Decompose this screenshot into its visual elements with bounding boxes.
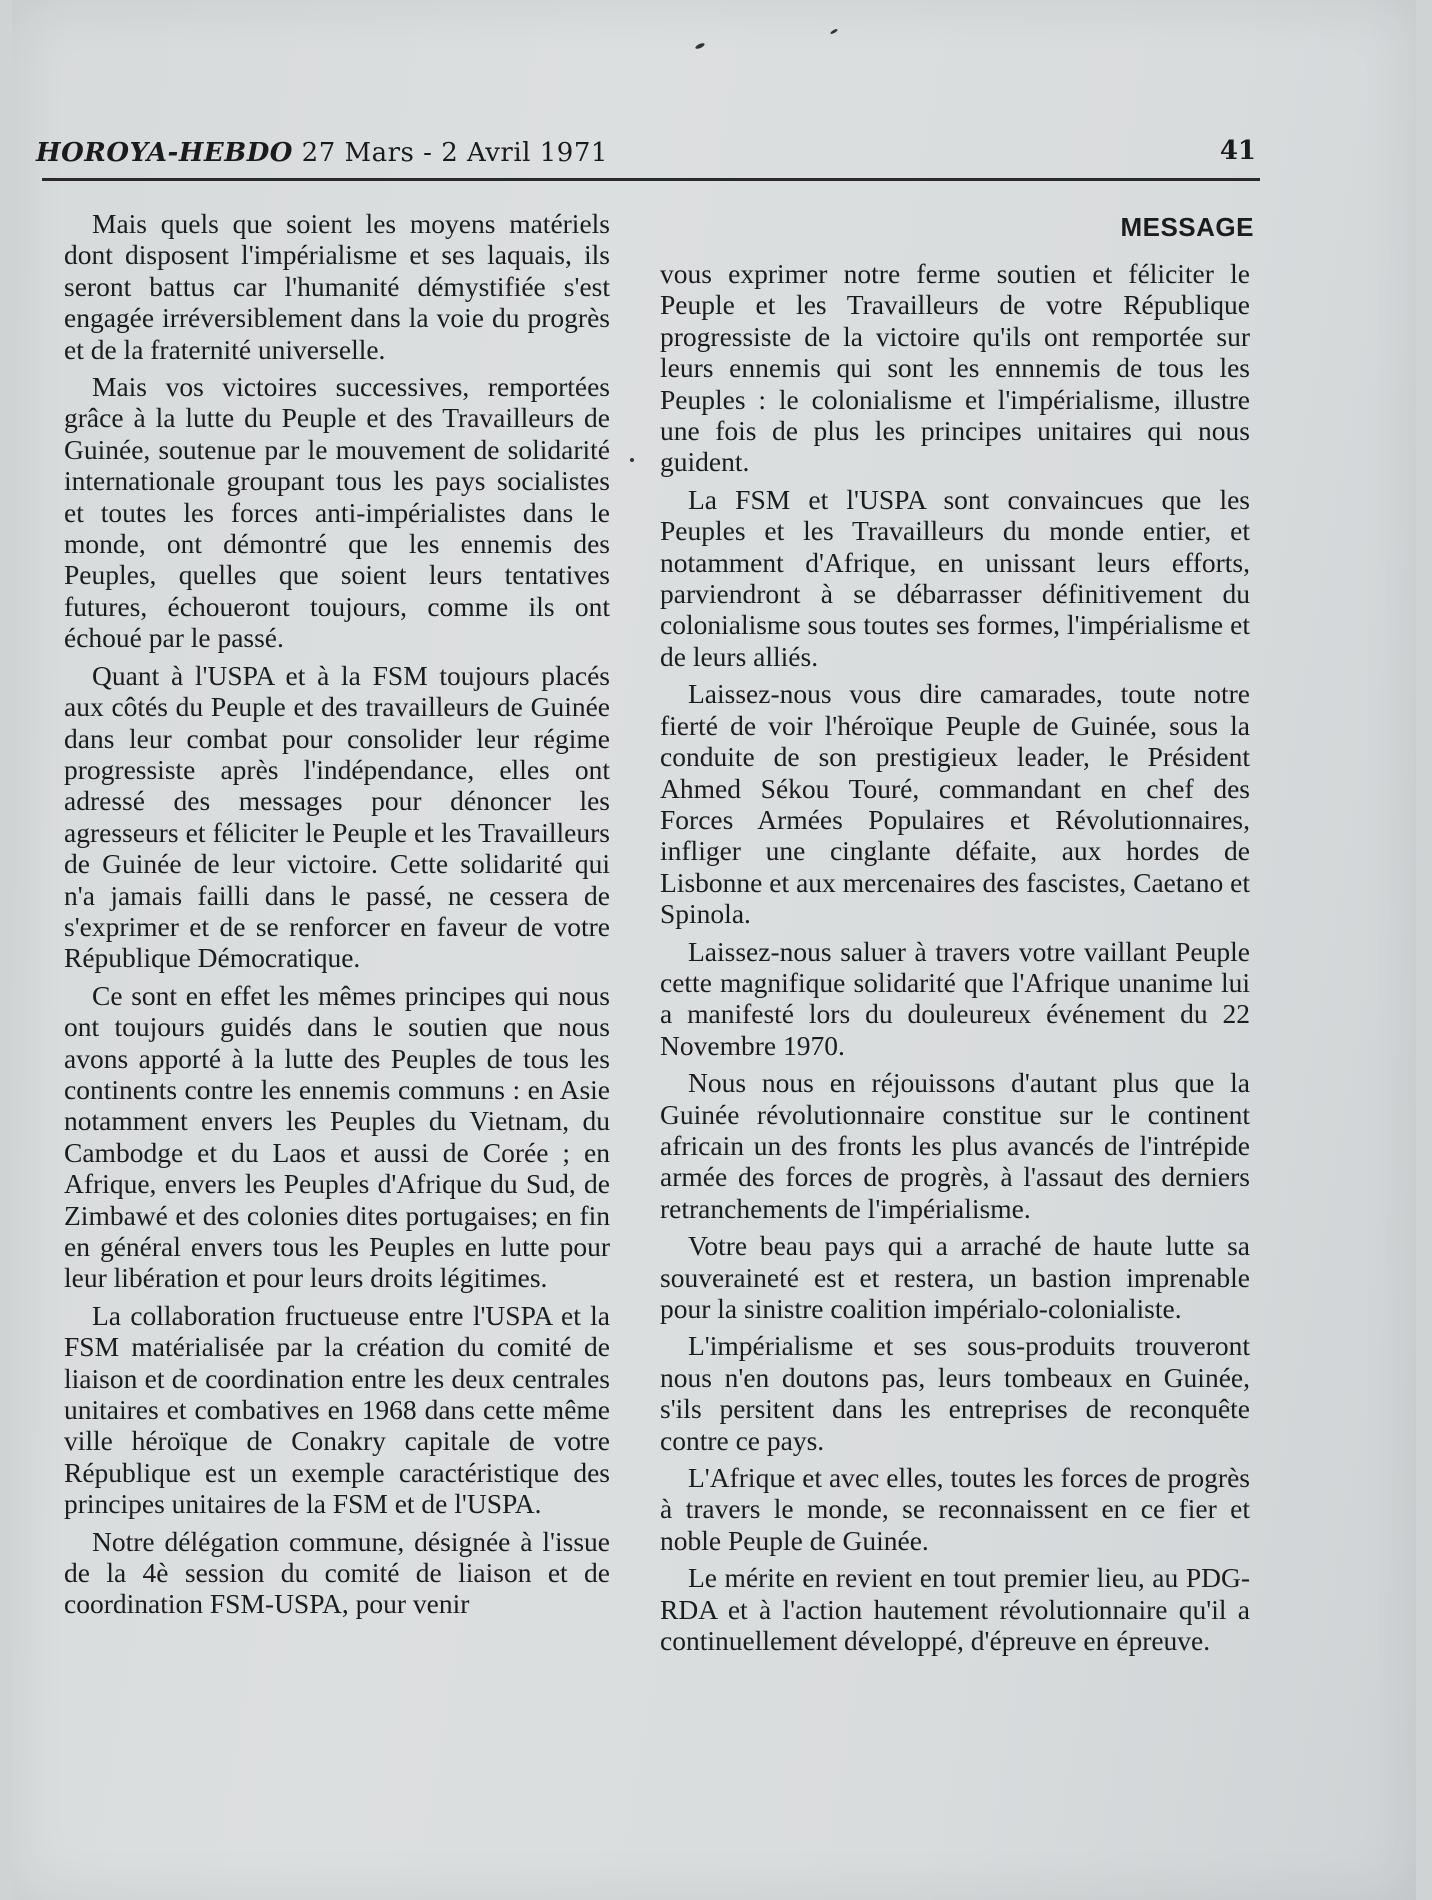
paragraph: Mais vos victoires successives, remportées grâce à la lutte du Peuple et des Travailleurs de Guinée, soutenue par le mouvement de solidarité internationale groupant tous les pays socialistes et toutes les forces anti-impérialistes dans le monde, ont démontré que les ennemis des Peuples, quelles que soient leurs tentatives futures, échoueront toujours, comme ils ont échoué par le passé. — [64, 371, 610, 654]
paragraph: vous exprimer notre ferme soutien et féliciter le Peuple et les Travailleurs de votre République progressiste de la victoire qu'ils ont remportée sur leurs ennemis qui sont les ennnemis de tous les Peuples : le colonialisme et l'impérialisme, illustre une fois de plus les principes unitaires qui nous guident. — [660, 258, 1250, 478]
paragraph: Ce sont en effet les mêmes principes qui nous ont toujours guidés dans le soutien que nous avons apporté à la lutte des Peuples de tous les continents contre les ennemis communs : en Asie notamment envers les Peuples du Vietnam, du Cambodge et du Laos et aussi de Corée ; en Afrique, envers les Peuples d'Afrique du Sud, de Zimbawé et des colonies dites portugaises; en fin en général envers tous les Peuples en lutte pour leur libération et pour leurs droits légitimes. — [64, 979, 610, 1294]
header-left — [36, 138, 608, 168]
page-header — [36, 132, 1256, 182]
page-number: 41 — [1219, 136, 1256, 166]
paragraph: Notre délégation commune, désignée à l'issue de la 4è session du comité de liaison et de coordination FSM-USPA, pour venir — [64, 1525, 610, 1620]
right-column — [660, 258, 1250, 1656]
paragraph: L'Afrique et avec elles, toutes les forces de progrès à travers le monde, se reconnaissent en ce fier et noble Peuple de Guinée. — [660, 1462, 1250, 1556]
paragraph: Quant à l'USPA et à la FSM toujours placés aux côtés du Peuple et des travailleurs de Guinée dans leur combat pour consolider leur régime progressiste après l'indépendance, elles ont adressé des messages pour dénoncer les agresseurs et féliciter le Peuple et les Travailleurs de Guinée de leur victoire. Cette solidarité qui n'a jamais failli dans le passé, ne cessera de s'exprimer et de se renforcer en faveur de votre République Démocratique. — [64, 659, 610, 974]
left-column — [64, 208, 610, 1620]
paper-speck — [630, 458, 634, 462]
paragraph: La collaboration fructueuse entre l'USPA et la FSM matérialisée par la création du comité de liaison et de coordination entre les deux centrales unitaires et combatives en 1968 dans cette même ville héroïque de Conakry capitale de votre République est un exemple caractéristique des principes unitaires de la FSM et de l'USPA. — [64, 1299, 610, 1520]
paper-speck — [830, 28, 838, 35]
header-rule — [42, 178, 1260, 181]
paper-speck — [695, 42, 706, 50]
paragraph: Laissez-nous vous dire camarades, toute notre fierté de voir l'héroïque Peuple de Guinée, sous la conduite de son prestigieux leader, le Président Ahmed Sékou Touré, commandant en chef des Forces Armées Populaires et Révolutionnaires, infliger une cinglante défaite, aux hordes de Lisbonne et aux mercenaires des fascistes, Caetano et Spinola. — [660, 678, 1250, 930]
issue-date: 27 Mars - 2 Avril 1971 — [301, 138, 608, 168]
paragraph: Votre beau pays qui a arraché de haute lutte sa souveraineté est et restera, un bastion imprenable pour la sinistre coalition impérialo-colonialiste. — [660, 1230, 1250, 1324]
paragraph: Le mérite en revient en tout premier lieu, au PDG-RDA et à l'action hautement révolutionnaire qu'il a continuellement développé, d'épreuve en épreuve. — [660, 1562, 1250, 1657]
paragraph: Laissez-nous saluer à travers votre vaillant Peuple cette magnifique solidarité que l'Afrique unanime lui a manifesté lors du douleureux événement du 22 Novembre 1970. — [660, 935, 1250, 1061]
paragraph: La FSM et l'USPA sont convaincues que les Peuples et les Travailleurs du monde entier, et notamment d'Afrique, en unissant leurs efforts, parviendront à se débarrasser définitivement du colonialisme sous toutes ses formes, l'impérialisme et de leurs alliés. — [660, 483, 1250, 672]
paragraph: Nous nous en réjouissons d'autant plus que la Guinée révolutionnaire constitue sur le continent africain un des fronts les plus avancés de l'intrépide armée des forces de progrès, à l'assaut des derniers retranchements de l'impérialisme. — [660, 1067, 1250, 1224]
paragraph: L'impérialisme et ses sous-produits trouveront nous n'en doutons pas, leurs tombeaux en Guinée, s'ils persitent dans les entreprises de reconquête contre ce pays. — [660, 1330, 1250, 1456]
publication-name: HOROYA-HEBDO — [36, 138, 293, 168]
section-title: MESSAGE — [1120, 212, 1254, 242]
paragraph: Mais quels que soient les moyens matériels dont disposent l'impérialisme et ses laquais, ils seront battus car l'humanité démystifiée s'est engagée irréversiblement dans la voie du progrès et de la fraternité universelle. — [64, 208, 610, 365]
newspaper-page — [12, 0, 1416, 1900]
